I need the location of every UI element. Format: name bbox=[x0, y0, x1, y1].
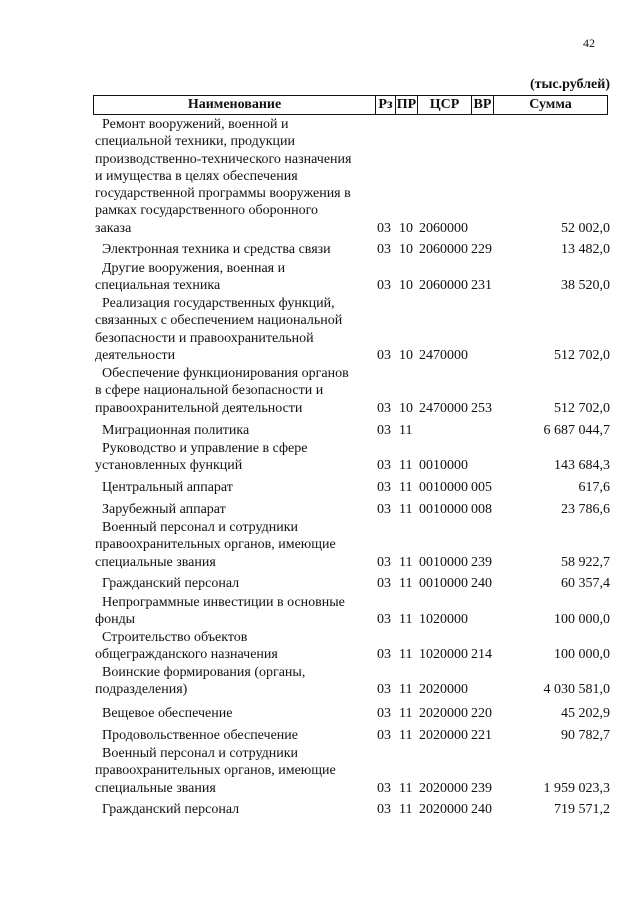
row-pr: 11 bbox=[399, 576, 413, 591]
row-pr: 11 bbox=[399, 480, 413, 495]
row-sum: 52 002,0 bbox=[561, 220, 610, 236]
table-row bbox=[0, 745, 640, 797]
row-rz: 03 bbox=[377, 780, 391, 796]
row-csr: 2470000 bbox=[419, 347, 468, 363]
row-csr: 2060000 bbox=[419, 242, 468, 257]
row-pr: 10 bbox=[399, 278, 413, 294]
row-name: Реализация государственных функций, связанных с обеспечением национальной безопасности и правоохранительной деятельности bbox=[95, 296, 343, 363]
row-rz: 03 bbox=[377, 480, 391, 495]
row-name: Ремонт вооружений, военной и специальной техники, продукции производственно-технического назначения и имущества в целях обеспечения государственной программы вооружения в рамках государственного оборонного заказа bbox=[95, 117, 352, 236]
row-rz: 03 bbox=[377, 802, 391, 817]
table-row bbox=[0, 801, 640, 818]
row-csr: 1020000 bbox=[419, 647, 468, 663]
table-row bbox=[0, 440, 640, 475]
table-row bbox=[0, 260, 640, 295]
row-name: Обеспечение функционирования органов в сфере национальной безопасности и правоохранительной деятельности bbox=[95, 366, 349, 416]
row-rz: 03 bbox=[377, 242, 391, 257]
row-pr: 11 bbox=[399, 728, 413, 743]
row-pr: 11 bbox=[399, 502, 413, 517]
row-csr: 0010000 bbox=[419, 576, 468, 591]
row-sum: 38 520,0 bbox=[561, 278, 610, 294]
row-pr: 11 bbox=[399, 554, 413, 570]
table-row bbox=[0, 629, 640, 664]
row-vr: 239 bbox=[471, 554, 492, 570]
table-row bbox=[0, 116, 640, 237]
row-csr: 0010000 bbox=[419, 480, 468, 495]
row-vr: 253 bbox=[471, 400, 492, 416]
row-sum: 60 357,4 bbox=[561, 576, 610, 591]
table-header bbox=[93, 95, 608, 115]
row-sum: 58 922,7 bbox=[561, 554, 610, 570]
row-csr: 2060000 bbox=[419, 278, 468, 294]
row-rz: 03 bbox=[377, 423, 391, 438]
row-csr: 2020000 bbox=[419, 728, 468, 743]
row-pr: 11 bbox=[399, 647, 413, 663]
header-name: Наименование bbox=[94, 96, 376, 114]
row-vr: 220 bbox=[471, 706, 492, 721]
row-vr: 221 bbox=[471, 728, 492, 743]
row-pr: 11 bbox=[399, 612, 413, 628]
row-rz: 03 bbox=[377, 647, 391, 663]
row-name: Руководство и управление в сфере установленных функций bbox=[95, 441, 308, 474]
row-csr: 2060000 bbox=[419, 220, 468, 236]
table-row bbox=[0, 479, 640, 496]
row-vr: 231 bbox=[471, 278, 492, 294]
table-row bbox=[0, 594, 640, 629]
row-rz: 03 bbox=[377, 706, 391, 721]
row-sum: 512 702,0 bbox=[554, 400, 610, 416]
row-sum: 45 202,9 bbox=[561, 706, 610, 721]
header-rz: Рз bbox=[376, 96, 396, 114]
row-csr: 0010000 bbox=[419, 502, 468, 517]
table-row bbox=[0, 422, 640, 439]
row-sum: 617,6 bbox=[578, 480, 610, 495]
row-sum: 719 571,2 bbox=[554, 802, 610, 817]
row-name: Воинские формирования (органы, подразделения) bbox=[95, 665, 306, 698]
row-sum: 143 684,3 bbox=[554, 458, 610, 474]
row-name: Строительство объектов общегражданского назначения bbox=[95, 630, 278, 663]
row-vr: 005 bbox=[471, 480, 492, 495]
row-csr: 2020000 bbox=[419, 802, 468, 817]
row-rz: 03 bbox=[377, 458, 391, 474]
table-row bbox=[0, 295, 640, 364]
row-csr: 2020000 bbox=[419, 682, 468, 698]
row-pr: 10 bbox=[399, 220, 413, 236]
row-csr: 2020000 bbox=[419, 706, 468, 721]
row-sum: 512 702,0 bbox=[554, 347, 610, 363]
row-pr: 11 bbox=[399, 706, 413, 721]
table-row bbox=[0, 519, 640, 571]
row-rz: 03 bbox=[377, 554, 391, 570]
row-sum: 100 000,0 bbox=[554, 647, 610, 663]
row-rz: 03 bbox=[377, 347, 391, 363]
row-name: Гражданский персонал bbox=[102, 576, 240, 591]
row-csr: 0010000 bbox=[419, 554, 468, 570]
row-name: Продовольственное обеспечение bbox=[102, 728, 298, 743]
row-pr: 11 bbox=[399, 458, 413, 474]
row-sum: 13 482,0 bbox=[561, 242, 610, 257]
header-vr: ВР bbox=[472, 96, 494, 114]
row-vr: 008 bbox=[471, 502, 492, 517]
row-csr: 2470000 bbox=[419, 400, 468, 416]
row-pr: 11 bbox=[399, 682, 413, 698]
row-rz: 03 bbox=[377, 502, 391, 517]
header-csr: ЦСР bbox=[418, 96, 472, 114]
page-number: 42 bbox=[583, 36, 595, 50]
row-name: Миграционная политика bbox=[102, 423, 250, 438]
row-vr: 229 bbox=[471, 242, 492, 257]
row-pr: 10 bbox=[399, 400, 413, 416]
row-rz: 03 bbox=[377, 612, 391, 628]
row-sum: 1 959 023,3 bbox=[543, 780, 610, 796]
table-row bbox=[0, 727, 640, 744]
row-csr: 1020000 bbox=[419, 612, 468, 628]
row-name: Гражданский персонал bbox=[102, 802, 240, 817]
row-pr: 11 bbox=[399, 780, 413, 796]
table-row bbox=[0, 501, 640, 518]
table-row bbox=[0, 705, 640, 722]
row-name: Военный персонал и сотрудники правоохранительных органов, имеющие специальные звания bbox=[95, 746, 336, 796]
row-pr: 11 bbox=[399, 802, 413, 817]
units-label: (тыс.рублей) bbox=[529, 77, 610, 92]
row-vr: 239 bbox=[471, 780, 492, 796]
row-name: Вещевое обеспечение bbox=[102, 706, 233, 721]
row-vr: 240 bbox=[471, 802, 492, 817]
row-sum: 23 786,6 bbox=[561, 502, 610, 517]
row-rz: 03 bbox=[377, 220, 391, 236]
table-row bbox=[0, 575, 640, 592]
table-row bbox=[0, 241, 640, 258]
row-name: Военный персонал и сотрудники правоохранительных органов, имеющие специальные звания bbox=[95, 520, 336, 570]
row-name: Другие вооружения, военная и специальная техника bbox=[95, 261, 286, 294]
row-rz: 03 bbox=[377, 728, 391, 743]
row-rz: 03 bbox=[377, 576, 391, 591]
row-name: Зарубежный аппарат bbox=[102, 502, 226, 517]
row-name: Непрограммные инвестиции в основные фонды bbox=[95, 595, 345, 628]
row-name: Электронная техника и средства связи bbox=[102, 242, 331, 257]
row-sum: 90 782,7 bbox=[561, 728, 610, 743]
row-pr: 10 bbox=[399, 242, 413, 257]
row-rz: 03 bbox=[377, 682, 391, 698]
row-vr: 214 bbox=[471, 647, 492, 663]
table-row bbox=[0, 365, 640, 417]
table-row bbox=[0, 664, 640, 699]
row-sum: 4 030 581,0 bbox=[543, 682, 610, 698]
row-sum: 100 000,0 bbox=[554, 612, 610, 628]
header-sum: Сумма bbox=[529, 97, 572, 112]
header-pr: ПР bbox=[396, 97, 417, 112]
row-sum: 6 687 044,7 bbox=[543, 423, 610, 438]
row-rz: 03 bbox=[377, 278, 391, 294]
row-rz: 03 bbox=[377, 400, 391, 416]
row-csr: 0010000 bbox=[419, 458, 468, 474]
row-vr: 240 bbox=[471, 576, 492, 591]
row-pr: 10 bbox=[399, 347, 413, 363]
row-pr: 11 bbox=[399, 423, 413, 438]
row-csr: 2020000 bbox=[419, 780, 468, 796]
row-name: Центральный аппарат bbox=[102, 480, 233, 495]
